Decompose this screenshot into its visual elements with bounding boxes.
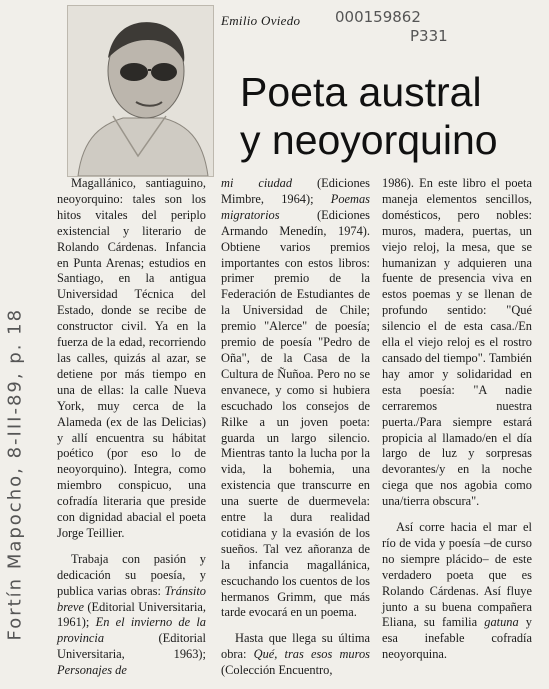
archive-stamp-code: P331	[410, 27, 448, 45]
paragraph: mi ciudad (Ediciones Mimbre, 1964); Poemas migratorios (Ediciones Armando Menedín, 1974). Obtiene varios premios importantes con estos libros: primer premio de la Federación de Estudiantes de la Universidad de Chile; premio "Alerce" de poesía; premio de poesía "Pedro de Oña", de la Casa de la Cultura de Ñuñoa. Pero no se envanece, y como si hubiera escuchado los consejos de Rilke a un joven poeta: guarda un largo silencio. Mientras tanto la lucha por la vida, la bohemia, una existencia que transcurre en una suerte de duermevela: entre la dura realidad cotidiana y la evasión de los sueños. Tal vez añoranza de la infancia magallánica, escuchando los cuentos de los hermanos Grimm, que más tarde evocará en un poema.	[221, 176, 370, 620]
paragraph: Hasta que llega su última obra: Qué, tras esos muros (Colección Encuentro,	[221, 631, 370, 678]
paragraph: Así corre hacia el mar el río de vida y poesía –de curso no siempre plácido– de este verdadero poeta que es Rolando Cárdenas. Así fluye junto a su buena compañera Eliana, su familia gatuna y esa inefable cofradía neoyorquina.	[382, 520, 532, 662]
title-line-1: Poeta austral	[240, 69, 482, 115]
archive-stamp-number: 000159862	[335, 8, 421, 26]
text-column-1	[57, 176, 206, 689]
handwritten-margin-note: Fortín Mapocho, 8-III-89, p. 18	[4, 307, 26, 641]
text-column-2	[221, 176, 370, 689]
article-title	[240, 68, 540, 164]
archive-stamp	[335, 8, 535, 53]
paragraph: Trabaja con pasión y dedicación su poesía, y publica varias obras: Tránsito breve (Editorial Universitaria, 1961); En el invierno de la provincia (Editorial Universitaria, 1963); Personajes de	[57, 551, 206, 678]
text-column-3	[382, 176, 532, 673]
author-portrait-image	[68, 6, 213, 176]
author-byline: Emilio Oviedo	[221, 13, 301, 28]
paragraph: 1986). En este libro el poeta maneja elementos sencillos, domésticos, pero nobles: muros, madera, puertas, un viejo reloj, la mesa, que se humanizan y adquieren una fuente de presencia viva en estos poemas y se llenan de profundo sentido: "Qué silencio el de esta casa./En ella el viejo reloj es el rostro cansado del tiempo". También hay amor y solidaridad en esta poesía: "A nadie cerraremos nuestra puerta./Para siempre estará propicia al llamado/en el día largo de luz y sorpresas devorantes/y en la noche ciega que nos agobia como una/tierra obscura".	[382, 176, 532, 509]
author-photo	[67, 5, 214, 177]
paragraph: Magallánico, santiaguino, neoyorquino: tales son los hitos vitales del periplo existencial y literario de Rolando Cárdenas. Infancia en Punta Arenas; estudios en Santiago, en la antigua Universidad Técnica del Estado, donde se recibe de constructor civil. Ya en la fuerza de la edad, recorriendo las calles, quizás al azar, se detiene por más tiempo en una de ellas: la calle Nueva York, muy cerca de la Alameda (ex de las Delicias) y allí encuentra su hábitat poético (por eso lo de neoyorquino). Integra, como miembro conspicuo, una cofradía literaria que preside con dignidad abacial el poeta Jorge Teillier.	[57, 176, 206, 540]
title-line-2: y neoyorquino	[240, 117, 498, 163]
